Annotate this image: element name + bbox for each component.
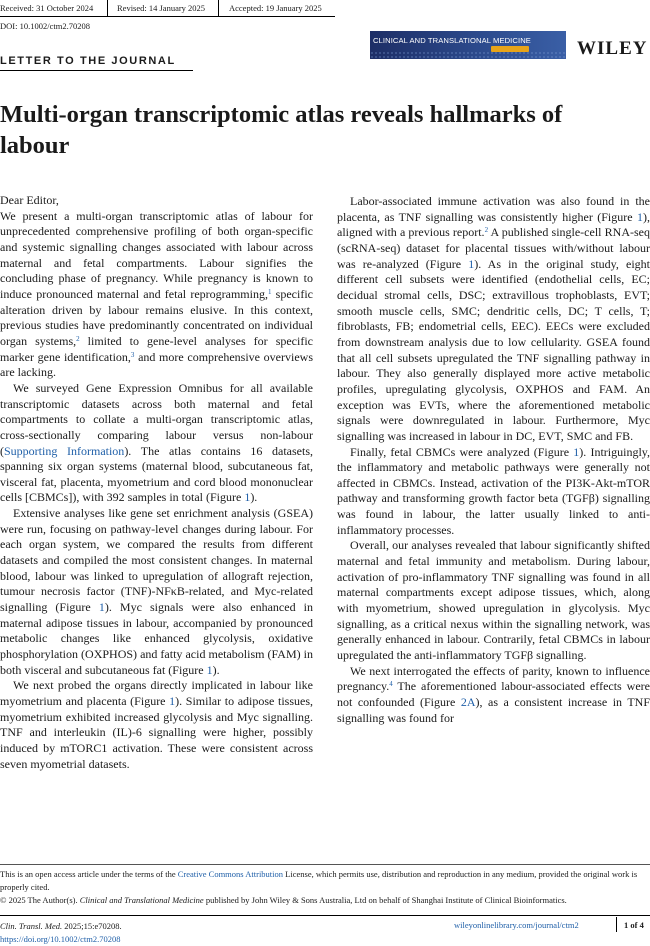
figure-link[interactable]: 1: [573, 444, 580, 459]
divider: [218, 0, 219, 16]
figure-link[interactable]: 1: [169, 694, 176, 708]
doi-link[interactable]: https://doi.org/10.1002/ctm2.70208: [0, 934, 121, 944]
reference-link[interactable]: 4: [389, 680, 393, 689]
reference-link[interactable]: 2: [484, 226, 489, 235]
divider: [107, 0, 108, 16]
figure-link[interactable]: 1: [244, 490, 251, 505]
journal-site-link[interactable]: wileyonlinelibrary.com/journal/ctm2: [454, 920, 579, 930]
figure-link[interactable]: 1: [206, 662, 213, 677]
figure-link[interactable]: 2A: [460, 695, 476, 709]
citation: Clin. Transl. Med. 2025;15:e70208. https://doi.org/10.1002/ctm2.70208: [0, 921, 122, 944]
paragraph: Labor-associated immune activation was also found in the placenta, as TNF signalling was consistently higher (Figure 1), aligned with a previous report.$^2$ A published single-cell RNA-seq (scRNA-seq) dataset for placental tissues with/without labour was re-analyzed (Figure 1). As in the original study, eight different cell subsets were identified (endothelial cells, EC; decidual stromal cells, DSC; extravillous trophoblasts, EVT; smooth muscle cells, SMC; dendritic cells, DC; T cells, T; fibroblasts, FB; endometrial cells, EEC). EECs were excluded from downstream analysis due to low cellularity. GSEA found that all cell subsets upregulated the TNF signalling pathway in labour. They also generally displayed more active metabolic profiles, upregulating glycolysis, OXPHOS and FAM. An exception was EVTs, where the aforementioned metabolic signals were downregulated in labour. Furthermore, Myc signalling was increased in labour in DC, EVT, SMC and FB.: [337, 194, 650, 443]
revised-date: Revised: 14 January 2025: [117, 3, 206, 13]
page-number: 1 of 4: [624, 920, 644, 930]
publication-history: [0, 0, 650, 17]
paragraph: We surveyed Gene Expression Omnibus for all available transcriptomic datasets across both maternal and fetal compartments to collate a multi-organ transcriptomic atlas, cross-sectionally comparing labour versus non-labour (Supporting Information). The atlas contains 16 datasets, spanning six organ systems (maternal blood, subcutaneous fat, visceral fat, placenta, myometrium and cord blood mononuclear cells [CBMCs]), with 392 samples in total (Figure 1).: [0, 380, 313, 505]
license-note: [0, 868, 650, 907]
reference-link[interactable]: 1: [267, 287, 272, 296]
paragraph: We present a multi-organ transcriptomic atlas of labour for unprecedented comprehensive profiling of both organ-specific and systemic signalling changes associated with labour across maternal and fetal compartments. Labour signifies the concluding phase of pregnancy. While pregnancy is known to induce pronounced maternal and fetal reprogramming,$^1$ specific alteration driven by labour remains elusive. In this context, previous studies have predominantly concentrated on individual organ systems,$^2$ limited to gene-level analyses for specific marker gene identification,$^3$ and more comprehensive overviews are lacking.: [0, 208, 314, 380]
salutation: Dear Editor,: [0, 193, 59, 207]
paragraph: We next probed the organs directly implicated in labour like myometrium and placenta (Figure 1). Similar to adipose tissues, myometrium exhibited increased glycolysis and Myc signalling. TNF and interleukin (IL)-6 signalling were higher, possibly induced by mTORC1 activation. These were consistent across seven myometrial datasets.: [0, 678, 313, 771]
article-type: LETTER TO THE JOURNAL: [0, 55, 176, 67]
paragraph: Extensive analyses like gene set enrichment analysis (GSEA) were run, focusing on pathway-level changes during labour. For each organ system, we compared the results from different datasets and compiled the most consistent changes. In maternal blood, labour was linked to upregulation of allograft rejection, tumour necrosis factor (TNF)-NFκB-related, and Myc-related signalling (Figure 1). Myc signals were also enhanced in maternal adipose tissues in labour, accompanied by pronounced metabolic changes like enhanced glycolysis, oxidative phosphorylation (OXPHOS) and fatty acid metabolism (FAM) in both visceral and subcutaneous fat (Figure 1).: [0, 506, 313, 677]
copyright-statement: © 2025 The Author(s). Clinical and Translational Medicine published by John Wiley & Sons Australia, Ltd on behalf of Shanghai Institute of Clinical Bioinformatics.: [0, 895, 567, 905]
banner-pattern: [370, 51, 566, 59]
reference-link[interactable]: 3: [130, 350, 135, 359]
body-column-left: [0, 193, 313, 772]
paragraph: Finally, fetal CBMCs were analyzed (Figure 1). Intriguingly, the inflammatory and metabolic pathways were generally not affected in CBMCs. Instead, activation of the PI3K-Akt-mTOR pathway and transforming growth factor beta (TGFβ) signalling was found in labour, the latter usually linked to anti-inflammatory processes.: [337, 444, 650, 537]
license-statement: This is an open access article under the terms of the Creative Commons Attribution License, which permits use, distribution and reproduction in any medium, provided the original work is properly cited.: [0, 869, 638, 892]
divider: [0, 70, 193, 71]
doi[interactable]: DOI: 10.1002/ctm2.70208: [0, 21, 90, 31]
paragraph: We next interrogated the effects of parity, known to influence pregnancy.$^4$ The aforementioned labour-associated effects were not confounded (Figure 2A), as a consistent increase in TNF signalling was found for: [337, 663, 650, 725]
divider: [0, 864, 650, 865]
divider: [616, 917, 617, 932]
article-title: Multi-organ transcriptomic atlas reveals hallmarks of labour: [0, 101, 563, 159]
body-column-right: [337, 194, 650, 726]
supporting-information-link[interactable]: Supporting Information: [4, 443, 125, 458]
received-date: Received: 31 October 2024: [0, 3, 94, 13]
divider: [0, 915, 650, 916]
license-link[interactable]: Creative Commons Attribution: [177, 869, 284, 879]
publisher-logo[interactable]: WILEY: [577, 38, 648, 59]
reference-link[interactable]: 2: [76, 334, 80, 343]
divider: [0, 16, 335, 17]
journal-banner[interactable]: [370, 31, 566, 59]
paragraph: Overall, our analyses revealed that labour significantly shifted maternal and fetal immunity and metabolism. During labour, activation of pro-inflammatory TNF signalling was found in all maternal compartments except adipose tissues, which, along with myometrium, showed upregulation in glycolysis. Myc signalling, as a critical nexus within the signalling network, was generally enhanced in labour. Contrarily, fetal CBMCs in labour upregulated the anti-inflammatory TGFβ signalling.: [337, 538, 650, 663]
figure-link[interactable]: 1: [468, 256, 475, 271]
figure-link[interactable]: 1: [637, 209, 643, 224]
figure-link[interactable]: 1: [98, 600, 105, 615]
accepted-date: Accepted: 19 January 2025: [229, 3, 322, 13]
journal-name: CLINICAL AND TRANSLATIONAL MEDICINE: [373, 36, 531, 45]
